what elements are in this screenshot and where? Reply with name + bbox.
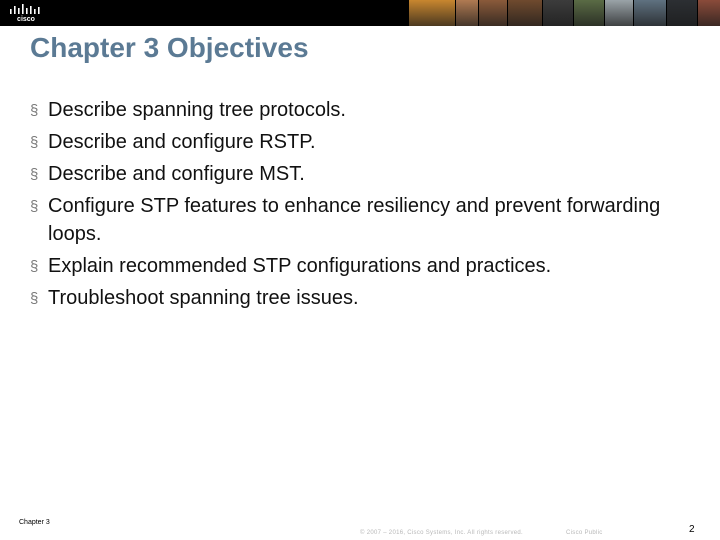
bullet-text: Configure STP features to enhance resiliency and prevent forwarding loops. [48, 195, 661, 245]
cisco-logo [8, 3, 44, 23]
bullet-item [30, 128, 688, 156]
bullet-text: Describe and configure RSTP. [48, 131, 316, 153]
slide-title: Chapter 3 Objectives [30, 32, 309, 63]
page-number: 2 [689, 524, 695, 535]
bullet-text: Explain recommended STP configurations and practices. [48, 255, 552, 277]
photo-5 [542, 0, 573, 26]
bullet-marker: § [30, 290, 39, 307]
photo-3 [478, 0, 507, 26]
footer-classification: Cisco Public [566, 530, 603, 536]
bullet-text: Troubleshoot spanning tree issues. [48, 287, 359, 309]
footer-copyright: © 2007 – 2016, Cisco Systems, Inc. All rights reserved. [360, 530, 523, 536]
bullet-marker: § [30, 166, 39, 183]
photo-1 [408, 0, 455, 26]
photo-2 [455, 0, 478, 26]
photo-7 [604, 0, 633, 26]
photo-10 [697, 0, 720, 26]
bullet-item [30, 192, 688, 248]
bullet-item [30, 252, 688, 280]
photo-9 [666, 0, 697, 26]
bullet-item [30, 160, 688, 188]
bullet-item [30, 284, 688, 312]
logo-wordmark: cisco [17, 16, 35, 23]
bullet-marker: § [30, 198, 39, 215]
objectives-list [30, 96, 690, 316]
bullet-marker: § [30, 102, 39, 119]
bullet-marker: § [30, 134, 39, 151]
bullet-text: Describe spanning tree protocols. [48, 99, 346, 121]
header-photo-strip [408, 0, 720, 26]
photo-8 [633, 0, 666, 26]
bullet-item [30, 96, 688, 124]
photo-6 [573, 0, 604, 26]
photo-4 [507, 0, 542, 26]
bullet-text: Describe and configure MST. [48, 163, 305, 185]
bullet-marker: § [30, 258, 39, 275]
footer-chapter-label: Chapter 3 [19, 519, 50, 526]
header-bar [0, 0, 720, 26]
